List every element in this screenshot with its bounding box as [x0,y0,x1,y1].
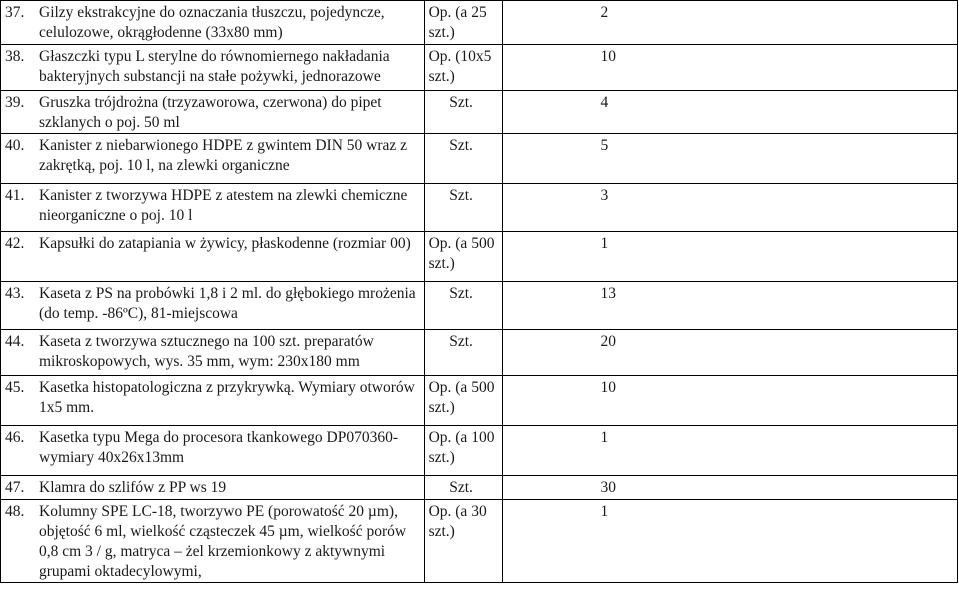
table-row [1,45,958,91]
item-unit: Op. (a 100 szt.) [424,426,502,476]
item-description: Klamra do szlifów z PP ws 19 [39,479,227,496]
item-description: Kasetka histopatologiczna z przykrywką. Wymiary otworów 1x5 mm. [39,379,415,416]
item-number: 44. [5,333,25,350]
item-number: 37. [5,4,25,21]
table-row [1,330,958,376]
table-row [1,500,958,583]
item-description-cell [1,184,425,232]
item-description-cell [1,426,425,476]
item-unit: Op. (a 500 szt.) [424,376,502,426]
item-quantity: 5 [502,134,957,184]
item-description-cell [1,500,425,583]
item-description-cell [1,232,425,282]
item-number: 41. [5,187,25,204]
table-row [1,91,958,134]
item-unit: Op. (a 30 szt.) [424,500,502,583]
item-description: Głaszczki typu L sterylne do równomiernego nakładania bakteryjnych substancji na stałe pożywki, jednorazowe [39,48,390,85]
item-number: 48. [5,503,25,520]
table-row [1,376,958,426]
item-description-cell [1,330,425,376]
item-quantity: 4 [502,91,957,134]
item-quantity: 1 [502,232,957,282]
item-description-cell [1,476,425,500]
item-description-cell [1,376,425,426]
table-row [1,1,958,45]
item-description-cell [1,282,425,330]
item-unit: Szt. [424,330,502,376]
item-quantity: 20 [502,330,957,376]
item-number: 42. [5,235,25,252]
table-row [1,426,958,476]
item-unit: Szt. [424,134,502,184]
table-body [1,1,958,583]
item-description-cell [1,91,425,134]
item-description: Kolumny SPE LC-18, tworzywo PE (porowatość 20 µm), objętość 6 ml, wielkość cząsteczek 45 µm, wielkość porów 0,8 cm 3 / g, matryca – żel krzemionkowy z aktywnymi grupami oktadecylowymi, [39,503,407,580]
item-quantity: 30 [502,476,957,500]
item-unit: Op. (10x5 szt.) [424,45,502,91]
table-row [1,134,958,184]
item-unit: Szt. [424,282,502,330]
item-unit: Szt. [424,476,502,500]
item-unit: Szt. [424,91,502,134]
item-quantity: 2 [502,1,957,45]
item-description: Kanister z niebarwionego HDPE z gwintem DIN 50 wraz z zakrętką, poj. 10 l, na zlewki organiczne [39,137,408,174]
item-quantity: 3 [502,184,957,232]
item-number: 47. [5,479,25,496]
item-description-cell [1,45,425,91]
table-row [1,282,958,330]
item-description: Kapsułki do zatapiania w żywicy, płaskodenne (rozmiar 00) [39,235,411,252]
item-description: Kaseta z tworzywa sztucznego na 100 szt. preparatów mikroskopowych, wys. 35 mm, wym: 230x180 mm [39,333,374,370]
item-description: Kasetka typu Mega do procesora tkankowego DP070360- wymiary 40x26x13mm [39,429,398,466]
item-description-cell [1,1,425,45]
item-quantity: 10 [502,45,957,91]
item-number: 38. [5,48,25,65]
table-row [1,184,958,232]
item-unit: Op. (a 25 szt.) [424,1,502,45]
item-description: Kanister z tworzywa HDPE z atestem na zlewki chemiczne nieorganiczne o poj. 10 l [39,187,408,224]
item-unit: Op. (a 500 szt.) [424,232,502,282]
table-row [1,232,958,282]
item-quantity: 1 [502,500,957,583]
item-description: Gilzy ekstrakcyjne do oznaczania tłuszczu, pojedyncze, celulozowe, okrągłodenne (33x80 mm) [39,4,385,41]
item-unit: Szt. [424,184,502,232]
item-number: 45. [5,379,25,396]
item-description: Kaseta z PS na probówki 1,8 i 2 ml. do głębokiego mrożenia (do temp. -86ºC), 81-miejscowa [39,285,416,322]
table-row [1,476,958,500]
item-description: Gruszka trójdrożna (trzyzaworowa, czerwona) do pipet szklanych o poj. 50 ml [39,94,382,131]
item-number: 40. [5,137,25,154]
item-number: 39. [5,94,25,111]
item-number: 43. [5,285,25,302]
item-description-cell [1,134,425,184]
item-quantity: 1 [502,426,957,476]
item-quantity: 10 [502,376,957,426]
item-number: 46. [5,429,25,446]
item-quantity: 13 [502,282,957,330]
